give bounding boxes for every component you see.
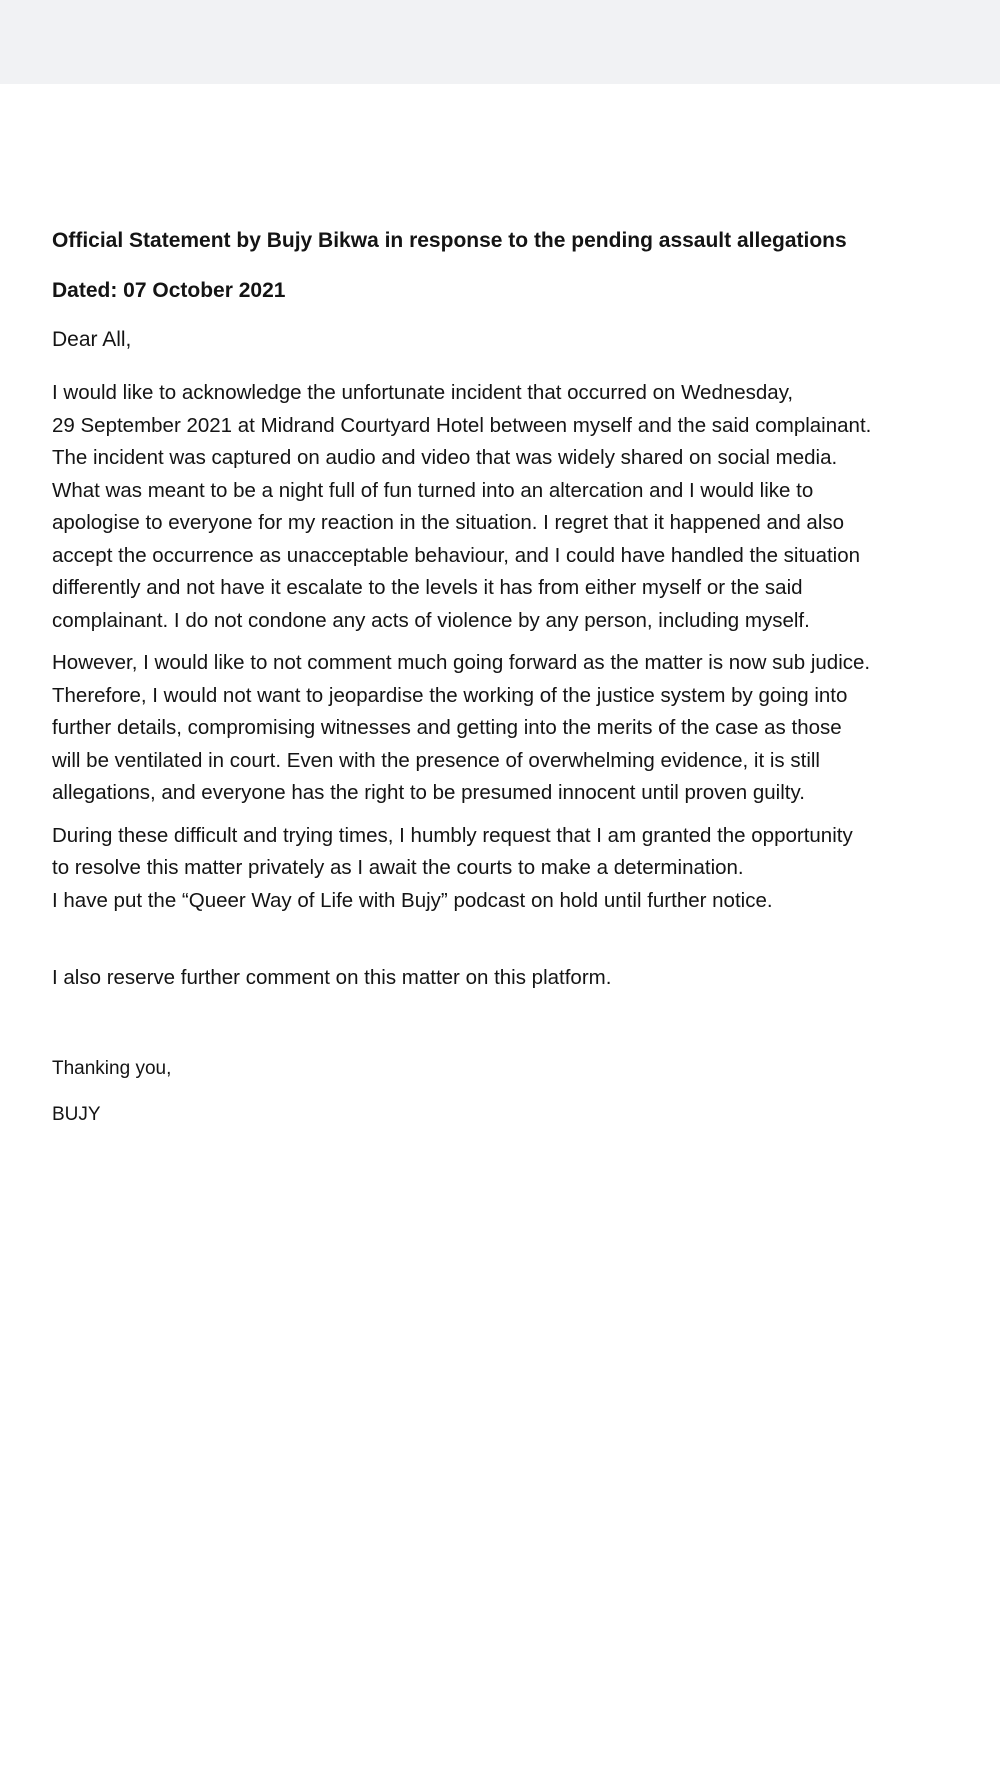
paragraph-acknowledgement [52, 377, 997, 637]
paragraph-line: further details, compromising witnesses and getting into the merits of the case as those [52, 716, 842, 739]
paragraph-line: differently and not have it escalate to the levels it has from either myself or the said [52, 576, 803, 599]
paragraph-line: I would like to acknowledge the unfortunate incident that occurred on Wednesday, [52, 381, 794, 404]
paragraph-line: The incident was captured on audio and video that was widely shared on social media. [52, 446, 838, 469]
paragraph-line: will be ventilated in court. Even with the presence of overwhelming evidence, it is still [52, 748, 820, 772]
paragraph-line: What was meant to be a night full of fun turned into an altercation and I would like to [52, 478, 814, 502]
paragraph-line: 29 September 2021 at Midrand Courtyard Hotel between myself and the said complainant. [52, 413, 872, 437]
salutation: Dear All, [52, 328, 132, 351]
paragraph-line: accept the occurrence as unacceptable behaviour, and I could have handled the situation [52, 543, 861, 567]
paragraph-line: During these difficult and trying times, I humbly request that I am granted the opportunity [52, 823, 853, 847]
paragraph-line: Therefore, I would not want to jeopardise the working of the justice system by going into [52, 683, 848, 707]
statement-title: Official Statement by Bujy Bikwa in response to the pending assault allegations [52, 229, 847, 252]
top-band [0, 0, 1000, 84]
paragraph-line: I have put the “Queer Way of Life with Bujy” podcast on hold until further notice. [52, 888, 773, 912]
paragraph-sub-judice [52, 647, 997, 810]
paragraph-line: complainant. I do not condone any acts of violence by any person, including myself. [52, 608, 810, 632]
closing: Thanking you, [52, 1058, 172, 1079]
paragraph-request [52, 820, 997, 918]
paragraph-line: to resolve this matter privately as I await the courts to make a determination. [52, 856, 744, 879]
statement-date: Dated: 07 October 2021 [52, 279, 286, 302]
reserve-comment: I also reserve further comment on this matter on this platform. [52, 966, 612, 989]
paragraph-line: allegations, and everyone has the right to be presumed innocent until proven guilty. [52, 781, 805, 804]
paragraph-line: apologise to everyone for my reaction in the situation. I regret that it happened and also [52, 511, 845, 534]
paragraph-line: However, I would like to not comment much going forward as the matter is now sub judice. [52, 651, 871, 674]
statement-document [52, 226, 997, 1129]
signature: BUJY [52, 1104, 101, 1125]
